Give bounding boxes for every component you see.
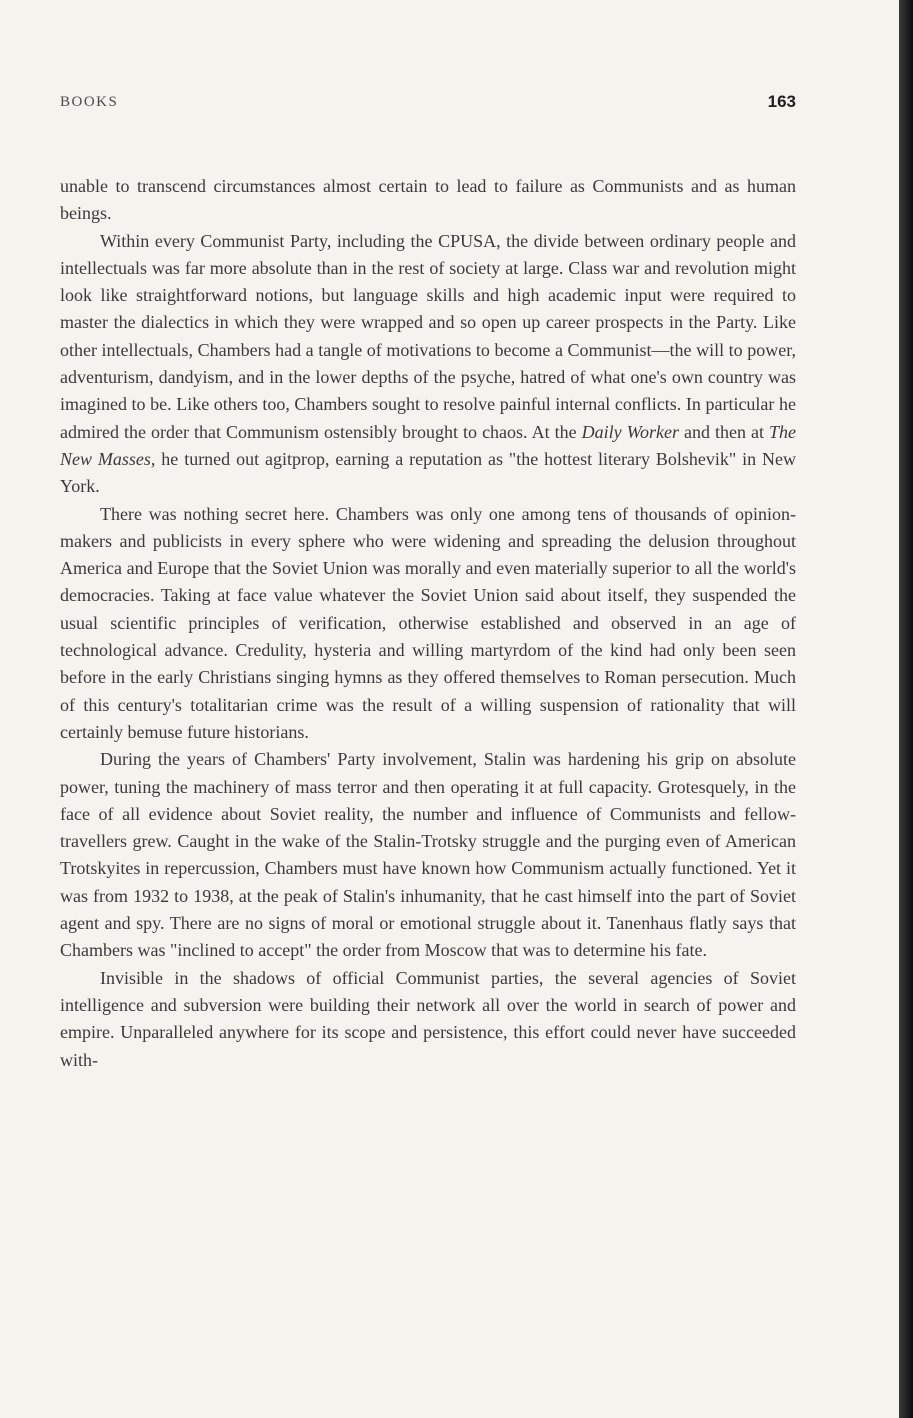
- paragraph-2-text: Within every Communist Party, including the CPUSA, the divide between ordinary people and intellectuals was far more absolute than in the rest of society at large. Class war and revolution might look like straightforward notions, but language skills and high academic input were required to master the dialectics in which they were wrapped and so open up career prospects in the Party. Like other intellectuals, Chambers had a tangle of motivations to become a Communist—the will to power, adventurism, dandyism, and in the lower depths of the psyche, hatred of what one's own country was imagined to be. Like others too, Chambers sought to resolve painful internal conflicts. In particular he admired the order that Communism ostensibly brought to chaos. At the: [60, 230, 796, 442]
- paragraph-4: During the years of Chambers' Party involvement, Stalin was hardening his grip on absolute power, tuning the machinery of mass terror and then operating it at full capacity. Grotesquely, in the face of all evidence about Soviet reality, the number and influence of Communists and fellow-travellers grew. Caught in the wake of the Stalin-Trotsky struggle and the purging even of American Trotskyites in repercussion, Chambers must have known how Communism actually functioned. Yet it was from 1932 to 1938, at the peak of Stalin's inhumanity, that he cast himself into the part of Soviet agent and spy. There are no signs of moral or emotional struggle about it. Tanenhaus flatly says that Chambers was "inclined to accept" the order from Moscow that was to determine his fate.: [60, 749, 796, 961]
- paragraph-2-mid: and then at: [678, 421, 769, 442]
- paragraph-1: unable to transcend circumstances almost certain to lead to failure as Communists and as human beings.: [60, 176, 796, 224]
- page-number: 163: [767, 92, 796, 111]
- section-title: BOOKS: [60, 94, 119, 110]
- publication-title-new-masses: The New Masses: [60, 421, 796, 469]
- paragraph-2-end: , he turned out agitprop, earning a reputation as "the hottest literary Bolshevik" in New York.: [60, 448, 796, 497]
- body-text: [60, 173, 796, 1074]
- publication-title-daily-worker: Daily Worker: [581, 421, 679, 442]
- paragraph-2: [60, 228, 796, 501]
- page-edge-shadow: [899, 0, 913, 1418]
- paragraph-5: Invisible in the shadows of official Communist parties, the several agencies of Soviet intelligence and subversion were building their network all over the world in search of power and empire. Unparalleled anywhere for its scope and persistence, this effort could never have succeeded with-: [60, 967, 796, 1070]
- running-header: [60, 92, 796, 116]
- paragraph-3: There was nothing secret here. Chambers was only one among tens of thousands of opinion-makers and publicists in every sphere who were widening and spreading the delusion throughout America and Europe that the Soviet Union was morally and even materially superior to all the world's democracies. Taking at face value whatever the Soviet Union said about itself, they suspended the usual scientific principles of verification, otherwise established and observed in an age of technological advance. Credulity, hysteria and willing martyrdom of the kind had only been seen before in the early Christians singing hymns as they offered themselves to Roman persecution. Much of this century's totalitarian crime was the result of a willing suspension of rationality that will certainly bemuse future historians.: [60, 503, 796, 742]
